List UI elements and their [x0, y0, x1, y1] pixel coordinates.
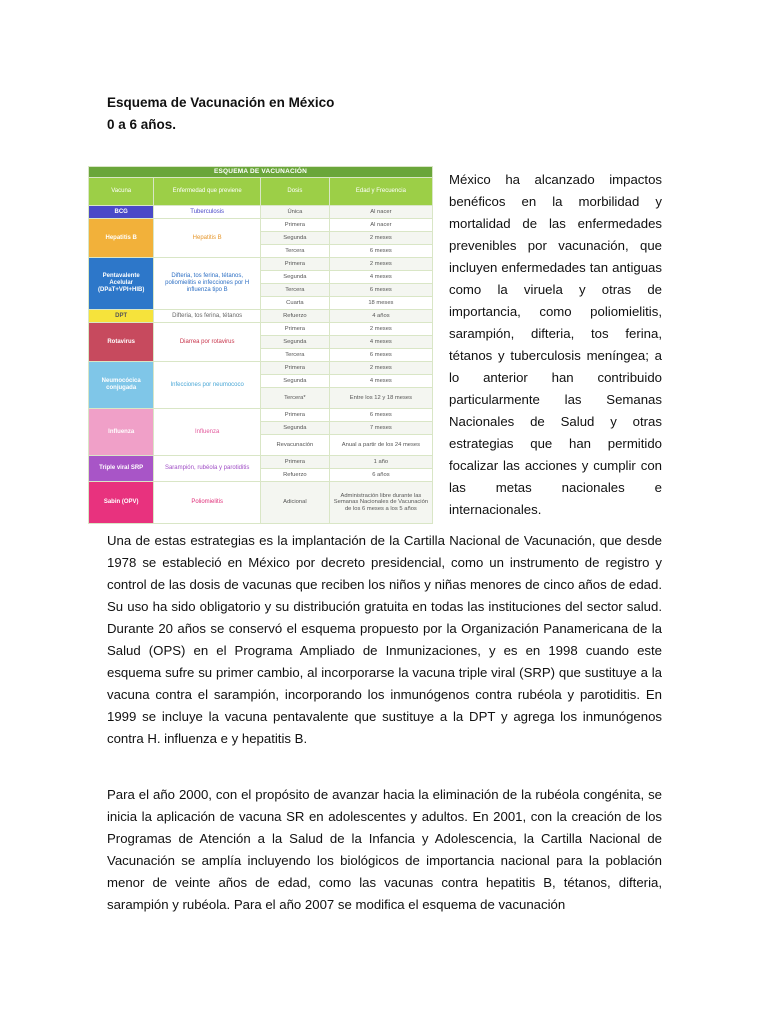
- dose-cell: Primera: [260, 219, 329, 232]
- title-line-2: 0 a 6 años.: [107, 117, 177, 132]
- column-header-age: Edad y Frecuencia: [329, 178, 432, 206]
- table-row: [89, 258, 433, 271]
- vaccine-cell: Pentavalente Acelular (DPaT+VPI+HIB): [89, 258, 154, 310]
- dose-cell: Tercera: [260, 284, 329, 297]
- dose-cell: Segunda: [260, 336, 329, 349]
- disease-cell: Poliomielitis: [154, 482, 261, 524]
- age-cell: 6 meses: [329, 349, 432, 362]
- age-cell: 18 meses: [329, 297, 432, 310]
- dose-cell: Segunda: [260, 375, 329, 388]
- dose-cell: Primera: [260, 258, 329, 271]
- disease-cell: Tuberculosis: [154, 206, 261, 219]
- age-cell: 2 meses: [329, 258, 432, 271]
- disease-cell: Difteria, tos ferina, tétanos, poliomielitis e infecciones por H influenza tipo B: [154, 258, 261, 310]
- table-row: [89, 362, 433, 375]
- dose-cell: Segunda: [260, 271, 329, 284]
- disease-cell: Infecciones por neumococo: [154, 362, 261, 409]
- dose-cell: Cuarta: [260, 297, 329, 310]
- paragraph-1: [107, 530, 662, 750]
- dose-cell: Tercera: [260, 349, 329, 362]
- dose-cell: Primera: [260, 362, 329, 375]
- paragraph-2: [107, 784, 662, 916]
- age-cell: Al nacer: [329, 219, 432, 232]
- vaccine-cell: Neumocócica conjugada: [89, 362, 154, 409]
- dose-cell: Refuerzo: [260, 469, 329, 482]
- disease-cell: Influenza: [154, 409, 261, 456]
- age-cell: 4 meses: [329, 375, 432, 388]
- vaccine-cell: Triple viral SRP: [89, 456, 154, 482]
- age-cell: 4 meses: [329, 336, 432, 349]
- vaccine-cell: Rotavirus: [89, 323, 154, 362]
- vaccination-schedule-table: [88, 166, 433, 524]
- column-header-dose: Dosis: [260, 178, 329, 206]
- dose-cell: Primera: [260, 456, 329, 469]
- table-row: [89, 482, 433, 524]
- disease-cell: Diarrea por rotavirus: [154, 323, 261, 362]
- disease-cell: Difteria, tos ferina, tétanos: [154, 310, 261, 323]
- age-cell: 6 meses: [329, 245, 432, 258]
- age-cell: Anual a partir de los 24 meses: [329, 435, 432, 456]
- age-cell: Al nacer: [329, 206, 432, 219]
- paragraph-1-text: Una de estas estrategias es la implantación de la Cartilla Nacional de Vacunación, que desde 1978 se estableció en México por decreto presidencial, como un instrumento de registro y control de las dosis de vacunas que reciben los niños y niñas menores de cinco años de edad. Su uso ha sido obligatorio y su distribución gratuita en todas las instituciones del sector salud. Durante 20 años se conservó el esquema propuesto por la Organización Panamericana de la Salud (OPS) en el Programa Ampliado de Inmunizaciones, y es en 1998 cuando este esquema sufre su primer cambio, al incorporarse la vacuna triple viral (SRP) que sustituye a la vacuna contra el sarampión, incorporando los inmunógenos contra rubéola y parotiditis. En 1999 se incluye la vacuna pentavalente que sustituye a la DPT y agrega los inmunógenos contra H. influenza e y hepatitis B.: [107, 533, 662, 746]
- side-text: México ha alcanzado impactos benéficos en la morbilidad y mortalidad de las enfermedades prevenibles por vacunación, que incluyen enfermedades tan antiguas como la viruela y otras de importancia, como poliomielitis, sarampión, difteria, tos ferina, tétanos y tuberculosis meníngea; a lo anterior han contribuido particularmente las Semanas Nacionales de Salud y otras estrategias que han permitido focalizar las acciones y cumplir con las metas nacionales e internacionales.: [449, 172, 662, 517]
- document-title: [107, 92, 334, 136]
- table-caption: ESQUEMA DE VACUNACIÓN: [89, 167, 433, 178]
- table-row: [89, 323, 433, 336]
- dose-cell: Tercera*: [260, 388, 329, 409]
- paragraph-2-text: Para el año 2000, con el propósito de avanzar hacia la eliminación de la rubéola congénita, se inicia la aplicación de vacuna SR en adolescentes y adultos. En 2001, con la creación de los Programas de Atención a la Salud de la Infancia y Adolescencia, la Cartilla Nacional de Vacunación se amplía incluyendo los biológicos de importancia nacional para la población menor de veinte años de edad, como las vacunas contra hepatitis B, tétanos, difteria, sarampión y rubéola. Para el año 2007 se modifica el esquema de vacunación: [107, 787, 662, 912]
- dose-cell: Primera: [260, 409, 329, 422]
- age-cell: 1 año: [329, 456, 432, 469]
- age-cell: 4 meses: [329, 271, 432, 284]
- dose-cell: Segunda: [260, 422, 329, 435]
- age-cell: 2 meses: [329, 232, 432, 245]
- dose-cell: Primera: [260, 323, 329, 336]
- age-cell: 2 meses: [329, 323, 432, 336]
- age-cell: Entre los 12 y 18 meses: [329, 388, 432, 409]
- table-row: [89, 310, 433, 323]
- dose-cell: Tercera: [260, 245, 329, 258]
- age-cell: 7 meses: [329, 422, 432, 435]
- table-row: [89, 206, 433, 219]
- vaccine-cell: Hepatitis B: [89, 219, 154, 258]
- age-cell: Administración libre durante las Semanas Nacionales de Vacunación de los 6 meses a los 5 años: [329, 482, 432, 524]
- vaccine-cell: DPT: [89, 310, 154, 323]
- age-cell: 6 años: [329, 469, 432, 482]
- dose-cell: Segunda: [260, 232, 329, 245]
- title-line-1: Esquema de Vacunación en México: [107, 95, 335, 110]
- table-row: [89, 456, 433, 469]
- table-row: [89, 219, 433, 232]
- age-cell: 6 meses: [329, 409, 432, 422]
- table-row: [89, 409, 433, 422]
- disease-cell: Sarampión, rubéola y parotiditis: [154, 456, 261, 482]
- vaccine-cell: Sabin (OPV): [89, 482, 154, 524]
- dose-cell: Única: [260, 206, 329, 219]
- age-cell: 2 meses: [329, 362, 432, 375]
- column-header-vaccine: Vacuna: [89, 178, 154, 206]
- disease-cell: Hepatitis B: [154, 219, 261, 258]
- dose-cell: Adicional: [260, 482, 329, 524]
- age-cell: 6 meses: [329, 284, 432, 297]
- vaccine-cell: Influenza: [89, 409, 154, 456]
- vaccine-cell: BCG: [89, 206, 154, 219]
- age-cell: 4 años: [329, 310, 432, 323]
- column-header-disease: Enfermedad que previene: [154, 178, 261, 206]
- side-paragraph: [449, 169, 662, 521]
- dose-cell: Refuerzo: [260, 310, 329, 323]
- dose-cell: Revacunación: [260, 435, 329, 456]
